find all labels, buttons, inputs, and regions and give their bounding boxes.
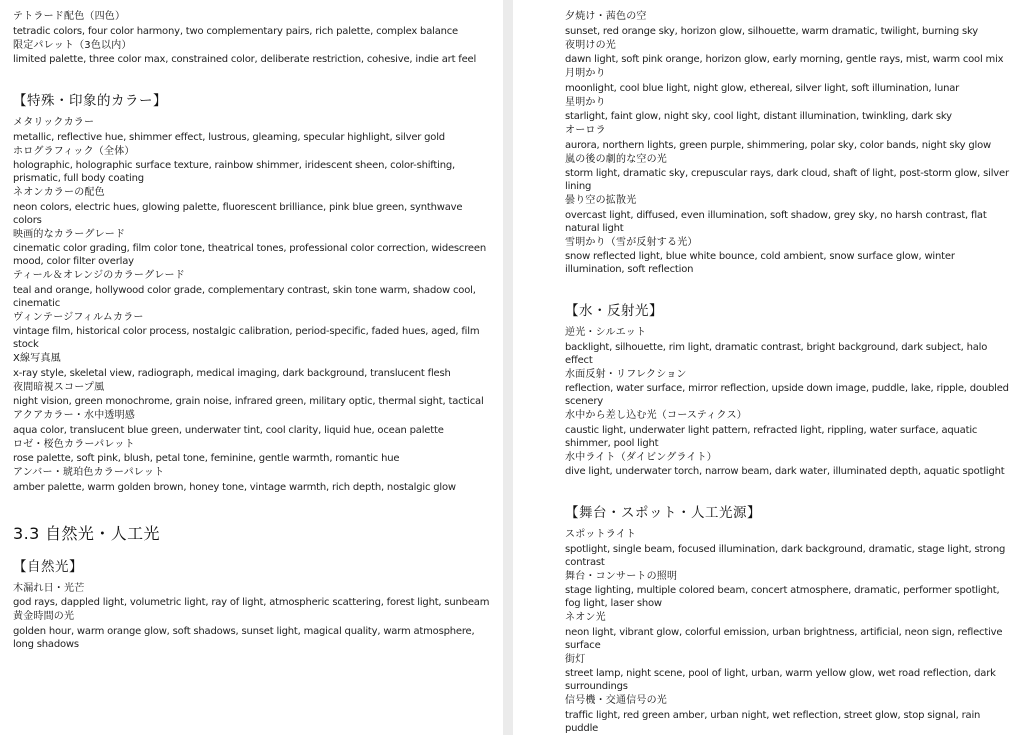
entry-description: cinematic color grading, film color tone, theatrical tones, professional color correction, widescreen mood, color filter overlay [13,243,486,267]
entry-description: rose palette, soft pink, blush, petal tone, feminine, gentle warmth, romantic hue [13,453,400,464]
entry-title: 星明かり [565,96,606,108]
entry-description: amber palette, warm golden brown, honey tone, vintage warmth, rich depth, nostalgic glow [13,481,456,493]
entry-title: 映画的なカラーグレード [13,228,126,240]
entry-description: aurora, northern lights, green purple, shimmering, polar sky, color bands, night sky glow [565,139,991,151]
entry-title: ロゼ・桜色カラーパレット [13,438,135,450]
entry-description: neon light, vibrant glow, colorful emission, urban brightness, artificial, neon sign, reflective surface [565,626,1003,651]
section-heading-stage-artificial-light: 【舞台・スポット・人工光源】 [565,505,761,521]
entry-title: ティール＆オレンジのカラーグレード [13,270,185,281]
entry-description: sunset, red orange sky, horizon glow, silhouette, warm dramatic, twilight, burning sky [565,25,979,37]
entry-description: neon colors, electric hues, glowing palette, fluorescent brilliance, pink blue green, synthwave colors [13,201,463,226]
entry-title: 街灯 [565,653,586,665]
entry-description: moonlight, cool blue light, night glow, ethereal, silver light, soft illumination, lunar [565,82,960,94]
list-item [565,39,1016,67]
entry-description: stage lighting, multiple colored beam, concert atmosphere, dramatic, performer spotlight, fog light, laser show [565,585,1000,609]
entry-description: golden hour, warm orange glow, soft shadows, sunset light, magical quality, warm atmosphere, long shadows [13,625,475,650]
entry-title: メタリックカラー [13,117,95,128]
entry-description: teal and orange, hollywood color grade, complementary contrast, skin tone warm, shadow cool, cinematic [13,284,476,309]
entry-title: 水中から差し込む光（コースティクス） [565,410,747,421]
document-page-left [0,0,503,735]
entry-title: ネオン光 [565,612,606,623]
entry-description: reflection, water surface, mirror reflection, upside down image, puddle, lake, ripple, doubled scenery [565,383,1009,407]
entry-description: backlight, silhouette, rim light, dramatic contrast, bright background, dark subject, halo effect [565,341,988,366]
entry-group [565,326,1016,478]
entry-title: ホログラフィック（全体） [13,145,135,157]
list-item [13,438,493,466]
list-item [13,186,493,227]
entry-description: caustic light, underwater light pattern, refracted light, rippling, water surface, aquatic shimmer, pool light [565,424,978,449]
entry-title: 水面反射・リフレクション [565,368,687,380]
entry-description: overcast light, diffused, even illumination, soft shadow, grey sky, no harsh contrast, flat natural light [565,209,987,234]
entry-title: 限定パレット（3色以内） [13,39,132,51]
entry-title: 黄金時間の光 [13,611,75,622]
entry-title: X線写真風 [13,353,61,364]
entry-description: god rays, dappled light, volumetric light, ray of light, atmospheric scattering, forest light, sunbeam [13,597,490,608]
entry-description: tetradic colors, four color harmony, two complementary pairs, rich palette, complex balance [13,25,459,37]
list-item [13,269,493,310]
entry-title: 曇り空の拡散光 [565,195,637,206]
list-item [565,326,1016,367]
entry-description: snow reflected light, blue white bounce, cold ambient, snow surface glow, winter illumination, soft reflection [565,251,955,275]
list-item [565,368,1016,409]
entry-description: holographic, holographic surface texture, rainbow shimmer, iridescent sheen, color-shifting, prismatic, full body coating [13,160,456,184]
list-item [565,451,1016,479]
list-item [13,39,493,67]
entry-title: 嵐の後の劇的な空の光 [565,153,667,165]
entry-description: metallic, reflective hue, shimmer effect, lustrous, gleaming, specular highlight, silver gold [13,131,445,143]
list-item [13,228,493,269]
list-item [13,116,493,144]
entry-title: ネオンカラーの配色 [13,187,105,198]
entry-description: aqua color, translucent blue green, underwater tint, cool clarity, liquid hue, ocean palette [13,424,444,436]
entry-description: limited palette, three color max, constrained color, deliberate restriction, cohesive, indie art feel [13,54,477,65]
list-item [13,466,493,494]
list-item [13,145,493,186]
entry-description: dawn light, soft pink orange, horizon glow, early morning, gentle rays, mist, warm cool mix [565,54,1004,65]
entry-description: traffic light, red green amber, urban night, wet reflection, street glow, stop signal, rain puddle [565,709,981,734]
entry-title: 夜明けの光 [565,39,616,51]
entry-group [13,582,493,651]
list-item [565,10,1016,38]
list-item [565,528,1016,569]
list-item [13,311,493,352]
list-item [13,352,493,380]
entry-description: street lamp, night scene, pool of light, urban, warm yellow glow, wet road reflection, dark surroundings [565,668,996,692]
list-item [565,67,1016,95]
entry-title: テトラード配色（四色） [13,11,126,22]
list-item [565,96,1016,124]
list-item [565,236,1016,277]
list-item [565,409,1016,450]
list-item [565,194,1016,235]
entry-title: オーロラ [565,125,606,136]
entry-group [13,10,493,66]
list-item [13,381,493,409]
entry-group [13,116,493,494]
section-heading-special-colors: 【特殊・印象的カラー】 [13,93,167,109]
entry-title: 信号機・交通信号の光 [565,695,667,706]
entry-title: 逆光・シルエット [565,327,647,338]
entry-title: 夕焼け・茜色の空 [565,11,647,22]
list-item [13,409,493,437]
list-item [13,582,493,610]
list-item [565,124,1016,152]
entry-description: vintage film, historical color process, nostalgic calibration, period-specific, faded hues, aged, film stock [13,326,480,350]
entry-description: x-ray style, skeletal view, radiograph, medical imaging, dark background, translucent flesh [13,367,451,379]
entry-title: 夜間暗視スコープ風 [13,381,105,393]
list-item [565,153,1016,194]
entry-group [565,528,1016,735]
entry-title: 雪明かり（雪が反射する光） [565,236,698,248]
entry-title: 月明かり [565,68,606,79]
entry-description: spotlight, single beam, focused illumination, dark background, dramatic, stage light, strong contrast [565,543,1006,568]
entry-title: アクアカラー・水中透明感 [13,410,135,421]
entry-description: starlight, faint glow, night sky, cool light, distant illumination, twinkling, dark sky [565,111,952,122]
list-item [13,10,493,38]
entry-title: ヴィンテージフィルムカラー [13,311,144,323]
entry-description: night vision, green monochrome, grain noise, infrared green, military optic, thermal sight, tactical [13,396,484,407]
entry-title: 水中ライト（ダイビングライト） [565,451,717,463]
entry-group [565,10,1016,276]
entry-title: 木漏れ日・光芒 [13,582,85,594]
section-heading-natural-light: 【自然光】 [13,558,83,575]
entry-description: storm light, dramatic sky, crepuscular rays, dark cloud, shaft of light, post-storm glow, silver lining [565,168,1009,192]
list-item [565,611,1016,652]
entry-description: dive light, underwater torch, narrow beam, dark water, illuminated depth, aquatic spotlight [565,466,1005,477]
list-item [13,610,493,651]
chapter-heading: 3.3 自然光・人工光 [13,523,160,543]
entry-title: 舞台・コンサートの照明 [565,570,678,582]
document-page-right [513,0,1024,735]
list-item [565,570,1016,611]
section-heading-water-reflection: 【水・反射光】 [565,303,663,319]
list-item [565,694,1016,735]
list-item [565,653,1016,694]
entry-title: スポットライト [565,529,637,540]
entry-title: アンバー・琥珀色カラーパレット [13,467,165,478]
